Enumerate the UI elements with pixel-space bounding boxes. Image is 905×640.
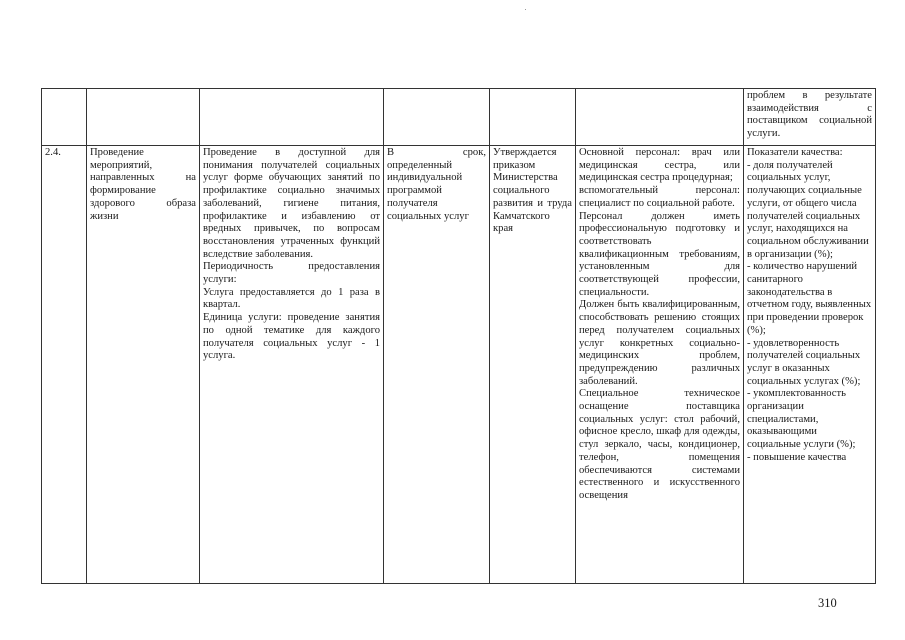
cell — [42, 89, 87, 146]
service-indicators — [744, 146, 876, 584]
indicators-item: Показатели качества: — [747, 147, 843, 158]
service-description — [200, 146, 384, 584]
indicators-item: - удовлетворенность получателей социальных услуг в оказанных социальных услугах (%); — [747, 337, 861, 387]
conditions-paragraph: Персонал должен иметь профессиональную подготовку и соответствовать квалификационным требованиям, установленным для соответствующей профессии, специальности. — [579, 210, 740, 298]
indicators-item: - количество нарушений санитарного законодательства в отчетном году, выявленных при проведении проверок (%); — [747, 261, 872, 336]
cell-text: проблем в результате взаимодействия с поставщиком социальной услуги. — [747, 90, 872, 140]
description-paragraph: Периодичность предоставления услуги: — [203, 261, 380, 286]
term-text: В срок, определенный индивидуальной программой получателя социальных услуг — [387, 147, 486, 222]
cell — [490, 89, 576, 146]
page-number: 310 — [818, 596, 837, 610]
service-tariff — [490, 146, 576, 584]
service-term — [384, 146, 490, 584]
service-name — [87, 146, 200, 584]
row-number — [42, 146, 87, 584]
cell — [87, 89, 200, 146]
description-paragraph: Единица услуги: проведение занятия по одной тематике для каждого получателя социальных услуг - 1 услуга. — [203, 312, 380, 362]
cell — [576, 89, 744, 146]
conditions-paragraph: Должен быть квалифицированным, способствовать решению стоящих перед получателем социальных услуг конкретных социально-медицинских проблем, предупреждению различных заболеваний. — [579, 299, 740, 387]
service-row — [42, 146, 876, 584]
conditions-paragraph: Основной персонал: врач или медицинская сестра, или медицинская сестра процедурная; — [579, 147, 740, 184]
description-paragraph: Проведение в доступной для понимания получателей социальных услуг форме обучающих занятий по профилактике социально значимых заболеваний, гигиене питания, профилактике и избавлению от вредных привычек, по вопросам восстановления утраченных функций вследствие заболевания. — [203, 147, 380, 260]
indicators-item: - повышение качества — [747, 451, 847, 463]
description-paragraph: Услуга предоставляется до 1 раза в квартал. — [203, 286, 380, 311]
indicators-item: - доля получателей социальных услуг, получающих социальные услуги, от общего числа получателей социальных услуг, находящихся на социальном обслуживании в организации (%); — [747, 159, 869, 260]
conditions-paragraph: вспомогательный персонал: специалист по социальной работе. — [579, 185, 740, 209]
conditions-paragraph: Специальное техническое оснащение поставщика социальных услуг: стол рабочий, офисное кресло, шкаф для одежды, стул зеркало, часы, кондиционер, телефон, помещения обеспечиваются системами естественного и искусственного освещения — [579, 388, 740, 501]
service-name-text: Проведение мероприятий, направленных на формирование здорового образа жизни — [90, 147, 196, 222]
scan-speck — [525, 9, 526, 10]
cell — [200, 89, 384, 146]
continuation-row — [42, 89, 876, 146]
cell-indicators-continued — [744, 89, 876, 146]
row-number-text: 2.4. — [45, 147, 61, 158]
cell — [384, 89, 490, 146]
service-conditions — [576, 146, 744, 584]
indicators-item: - укомплектованность организации специалистами, оказывающими социальные услуги (%); — [747, 388, 856, 451]
services-table — [41, 88, 876, 584]
tariff-text: Утверждается приказом Министерства социального развития и труда Камчатского края — [493, 147, 572, 235]
